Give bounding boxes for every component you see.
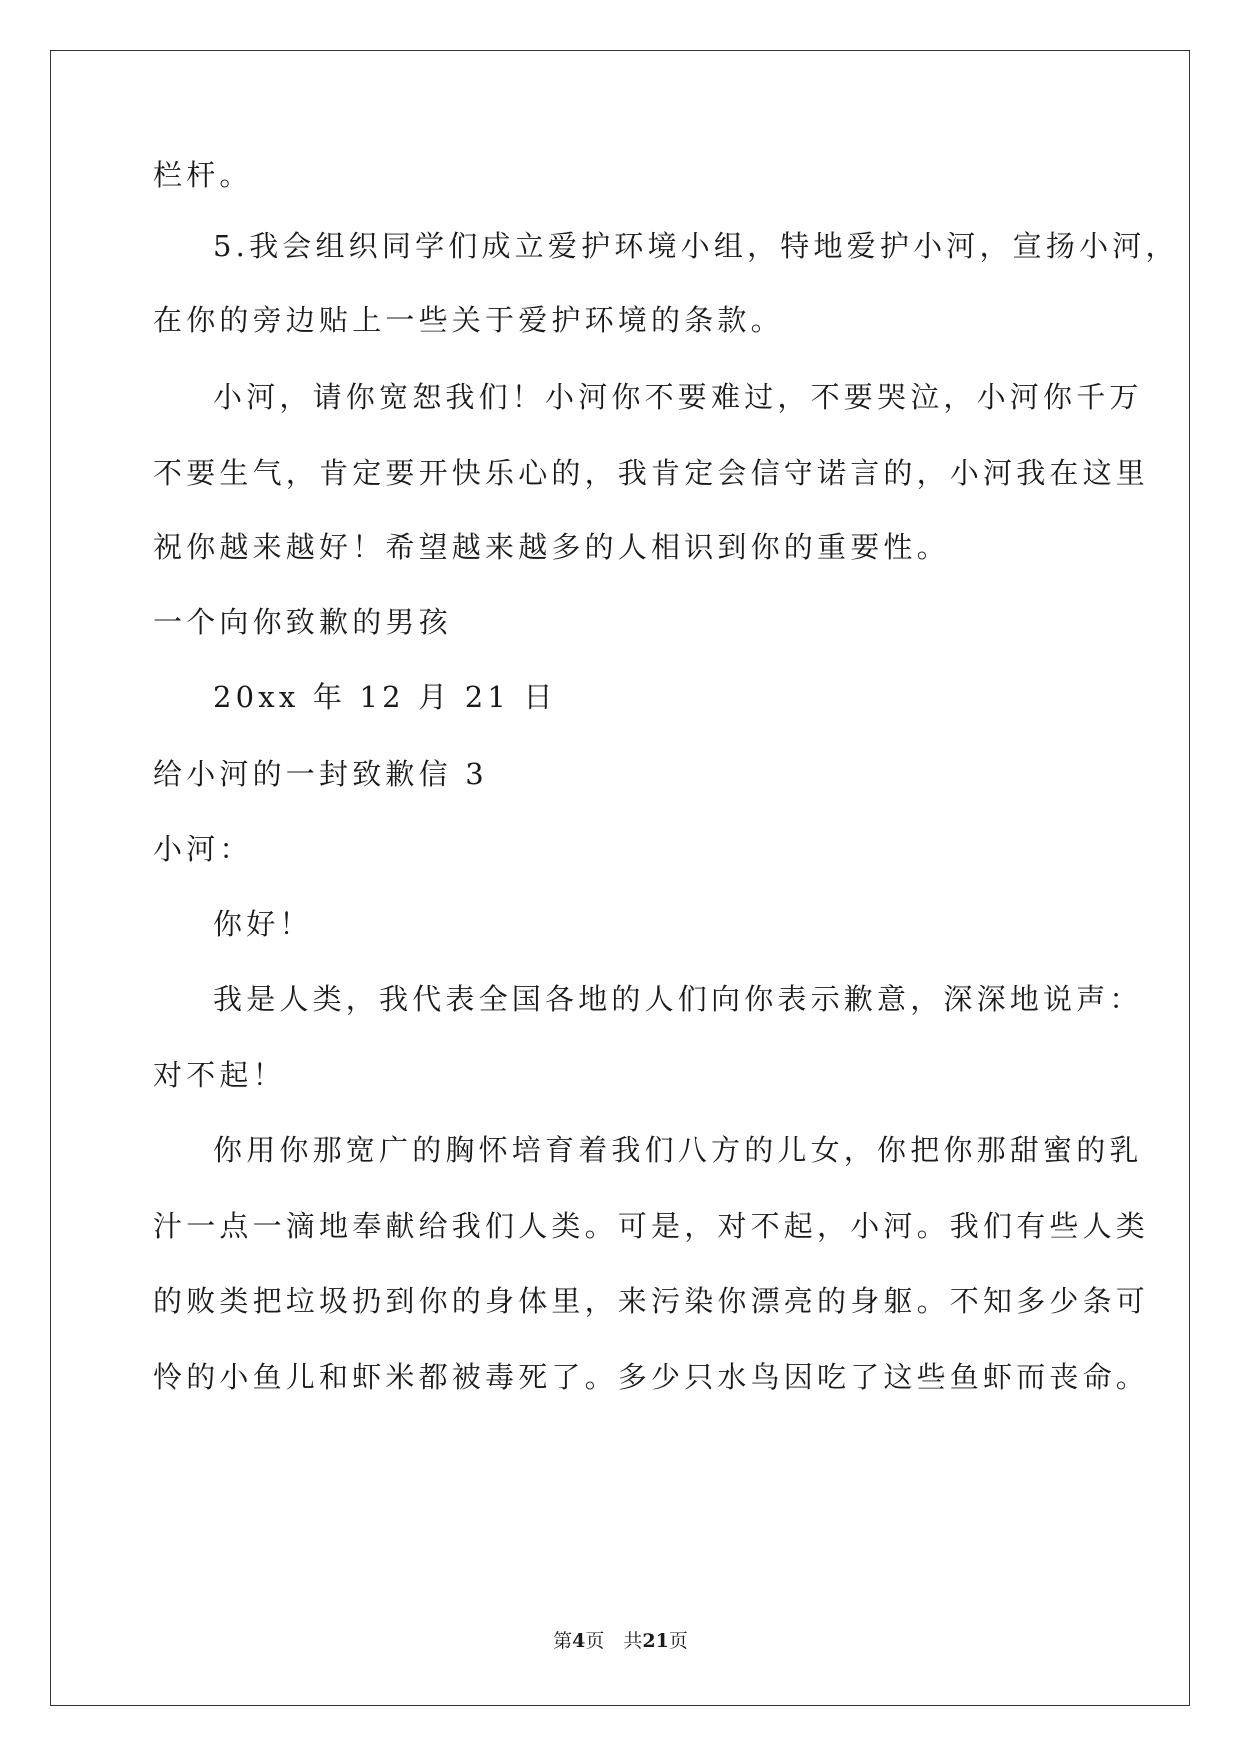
page-border	[50, 50, 1190, 1706]
text-line-4: 小河，请你宽恕我们！小河你不要难过，不要哭泣，小河你千万	[213, 380, 1143, 414]
text-line-12: 我是人类，我代表全国各地的人们向你表示歉意，深深地说声：	[213, 982, 1143, 1016]
text-line-6: 祝你越来越好！希望越来越多的人相识到你的重要性。	[153, 530, 950, 564]
text-line-14: 你用你那宽广的胸怀培育着我们八方的儿女，你把你那甜蜜的乳	[213, 1133, 1143, 1167]
page-total: 21	[642, 1630, 669, 1652]
text-line-11: 你好！	[213, 907, 313, 941]
text-line-10: 小河：	[153, 832, 253, 866]
page-number-footer	[0, 1626, 1241, 1653]
text-line-7: 一个向你致歉的男孩	[153, 605, 452, 639]
page-mid: 页 共	[585, 1630, 643, 1652]
text-line-17: 怜的小鱼儿和虾米都被毒死了。多少只水鸟因吃了这些鱼虾而丧命。	[153, 1360, 1150, 1394]
text-line-8: 20xx 年 12 月 21 日	[213, 680, 557, 714]
text-line-1: 栏杆。	[153, 158, 253, 192]
text-line-9: 给小河的一封致歉信 3	[153, 757, 488, 791]
page-current: 4	[572, 1630, 586, 1652]
text-line-3: 在你的旁边贴上一些关于爱护环境的条款。	[153, 303, 784, 337]
page-prefix: 第	[553, 1630, 573, 1652]
text-line-16: 的败类把垃圾扔到你的身体里，来污染你漂亮的身躯。不知多少条可	[153, 1284, 1150, 1318]
page-suffix: 页	[668, 1630, 688, 1652]
text-line-13: 对不起！	[153, 1058, 286, 1092]
text-line-2: 5.我会组织同学们成立爱护环境小组，特地爱护小河，宣扬小河，	[213, 229, 1179, 263]
text-line-5: 不要生气，肯定要开快乐心的，我肯定会信守诺言的，小河我在这里	[153, 456, 1150, 490]
text-line-15: 汁一点一滴地奉献给我们人类。可是，对不起，小河。我们有些人类	[153, 1209, 1150, 1243]
